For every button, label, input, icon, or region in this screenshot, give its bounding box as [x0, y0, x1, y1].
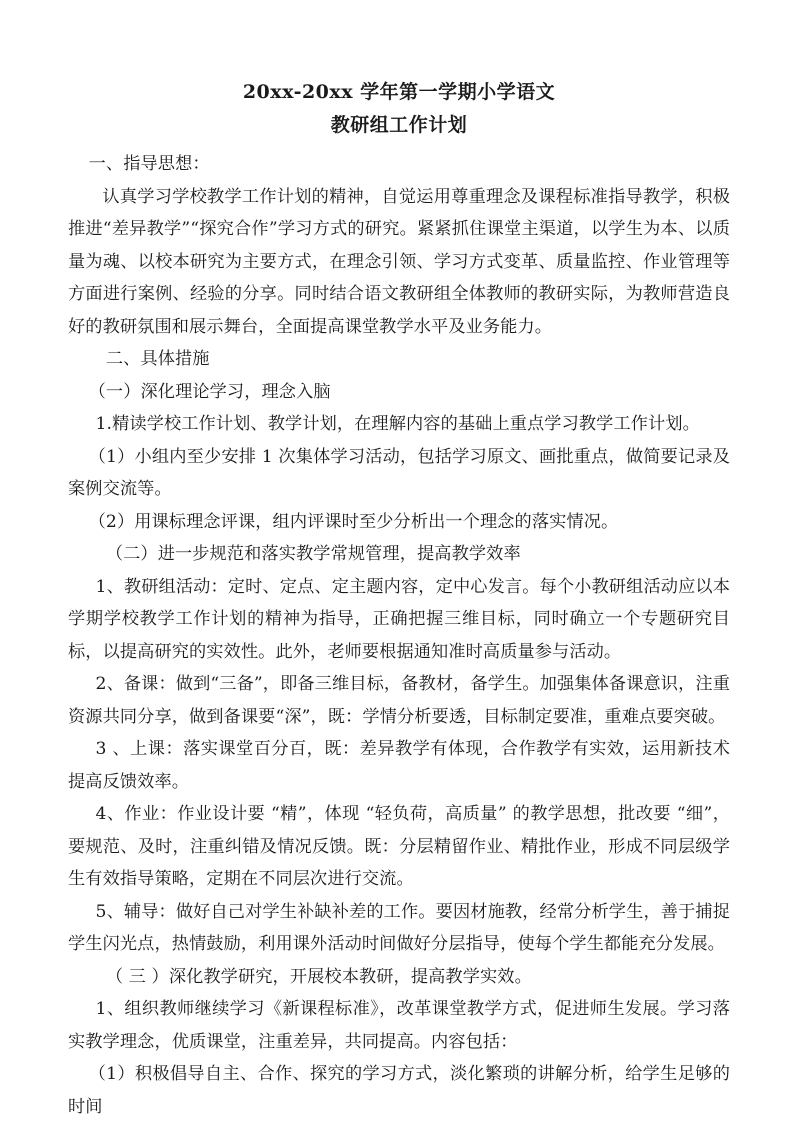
section-1-item-1-1: （1）小组内至少安排 1 次集体学习活动，包括学习原文、画批重点，做简要记录及案例交流等。	[68, 446, 730, 499]
document-body	[68, 76, 730, 1122]
section-1-heading: （一）深化理论学习，理念入脑	[88, 381, 331, 402]
section-2-item-5: 5、辅导：做好自己对学生补缺补差的工作。要因材施教，经常分析学生，善于捕捉学生闪光点，热情鼓励，利用课外活动时间做好分层指导，使每个学生都能充分发展。	[68, 901, 730, 954]
section-1-item-1: 1.精读学校工作计划、教学计划，在理解内容的基础上重点学习教学工作计划。	[95, 414, 700, 434]
section-2-item-4: 4、作业：作业设计要 “精”，体现 “轻负荷，高质量” 的教学思想，批改要 “细”，要规范、及时，注重纠错及情况反馈。既：分层精留作业、精批作业，形成不同层级学生有效指导策略，定期在不同层次进行交流。	[68, 804, 730, 889]
heading-1: 一、指导思想：	[88, 154, 210, 174]
document-title-line-2: 教研组工作计划	[330, 113, 468, 136]
heading-2: 二、具体措施	[105, 349, 210, 369]
paragraph-container	[68, 148, 730, 1122]
section-2-item-2: 2、备课：做到“三备”，即备三维目标，备教材，备学生。加强集体备课意识，注重资源共同分享，做到备课要“深”，既：学情分析要透，目标制定要准，重难点要突破。	[68, 674, 730, 727]
section-1-item-1-2: （2）用课标理念评课，组内评课时至少分析出一个理念的落实情况。	[88, 511, 619, 532]
section-2-item-3: 3 、上课：落实课堂百分百，既：差异教学有体现，合作教学有实效，运用新技术提高反馈效率。	[68, 739, 730, 792]
section-2-heading: （二）进一步规范和落实教学常规管理，提高教学效率	[105, 544, 521, 564]
section-3-heading: （ 三 ）深化教学研究，开展校本教研，提高教学实效。	[105, 966, 532, 987]
section-3-item-1: 1、组织教师继续学习《新课程标准》，改革课堂教学方式，促进师生发展。学习落实教学理念，优质课堂，注重差异，共同提高。内容包括：	[68, 999, 730, 1052]
document-title-line-1: 20xx-20xx 学年第一学期小学语文	[242, 81, 556, 103]
section-2-item-1: 1、教研组活动：定时、定点、定主题内容，定中心发言。每个小教研组活动应以本学期学校教学工作计划的精神为指导，正确把握三维目标，同时确立一个专题研究目标，以提高研究的实效性。此外，老师要根据通知准时高质量参与活动。	[68, 576, 730, 662]
section-3-item-1-1: （1）积极倡导自主、合作、探究的学习方式，淡化繁琐的讲解分析，给学生足够的时间	[68, 1064, 730, 1117]
guiding-thought-body: 认真学习学校教学工作计划的精神，自觉运用尊重理念及课程标准指导教学，积极推进“差异教学”“探究合作”学习方式的研究。紧紧抓住课堂主渠道，以学生为本、以质量为魂、以校本研究为主要方式，在理念引领、学习方式变革、质量监控、作业管理等方面进行案例、经验的分享。同时结合语文教研组全体教师的教研实际，为教师营造良好的教研氛围和展示舞台，全面提高课堂教学水平及业务能力。	[68, 186, 730, 337]
